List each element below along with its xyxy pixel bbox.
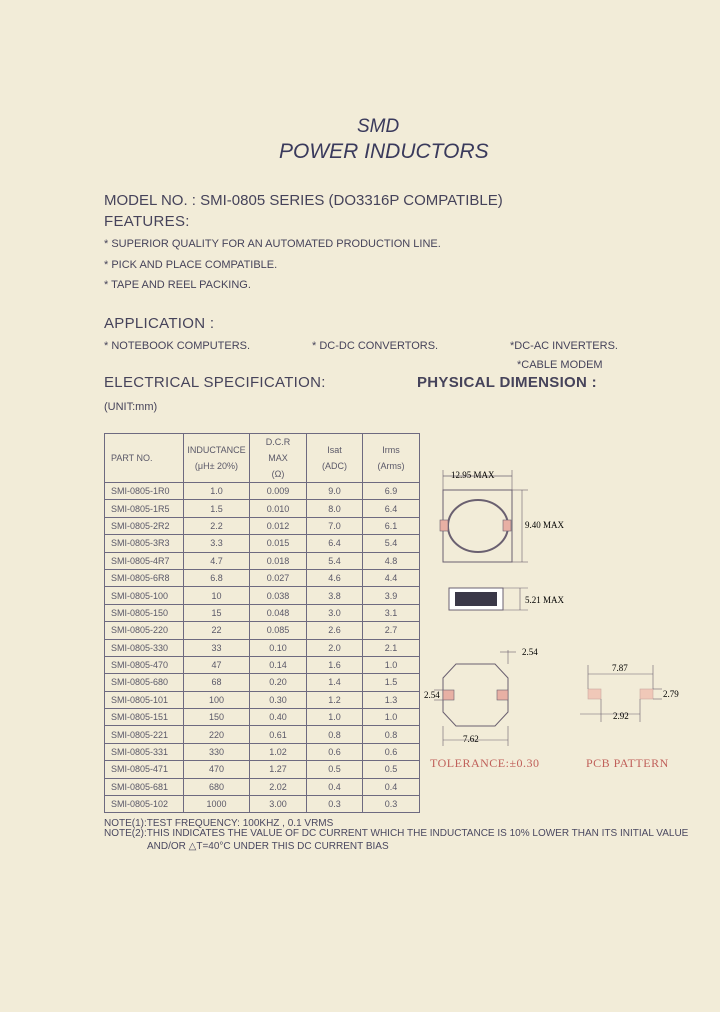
- cell-inductance: 33: [184, 639, 250, 656]
- cell-dcr: 0.012: [250, 517, 307, 534]
- cell-inductance: 10: [184, 587, 250, 604]
- cell-isat: 1.2: [307, 691, 363, 708]
- cell-irms: 1.0: [363, 709, 420, 726]
- application-item: *DC-AC INVERTERS.: [510, 340, 618, 352]
- cell-isat: 3.0: [307, 604, 363, 621]
- cell-dcr: 2.02: [250, 778, 307, 795]
- cell-dcr: 0.40: [250, 709, 307, 726]
- cell-isat: 8.0: [307, 500, 363, 517]
- cell-irms: 0.5: [363, 761, 420, 778]
- header-isat: Isat (ADC): [307, 434, 363, 483]
- terminal-pad: [440, 520, 448, 531]
- cell-part-no: SMI-0805-330: [105, 639, 184, 656]
- cell-isat: 5.4: [307, 552, 363, 569]
- dim-thickness-label: 5.21 MAX: [525, 595, 565, 605]
- cell-dcr: 0.085: [250, 622, 307, 639]
- cell-irms: 0.8: [363, 726, 420, 743]
- terminal-pad: [503, 520, 511, 531]
- pcb-pattern-label: PCB PATTERN: [586, 756, 669, 770]
- cell-dcr: 0.20: [250, 674, 307, 691]
- cell-part-no: SMI-0805-102: [105, 796, 184, 813]
- dim-pcb-pad-h-label: 2.79: [663, 689, 679, 699]
- cell-part-no: SMI-0805-151: [105, 709, 184, 726]
- dim-height-label: 9.40 MAX: [525, 520, 565, 530]
- cell-dcr: 1.02: [250, 743, 307, 760]
- feature-item: * TAPE AND REEL PACKING.: [104, 279, 251, 291]
- cell-part-no: SMI-0805-331: [105, 743, 184, 760]
- tolerance-label: TOLERANCE:±0.30: [430, 756, 540, 770]
- cell-inductance: 100: [184, 691, 250, 708]
- application-item: * DC-DC CONVERTORS.: [312, 340, 439, 352]
- cell-dcr: 0.018: [250, 552, 307, 569]
- cell-irms: 3.1: [363, 604, 420, 621]
- cell-inductance: 680: [184, 778, 250, 795]
- cell-irms: 6.1: [363, 517, 420, 534]
- cell-isat: 3.8: [307, 587, 363, 604]
- pcb-pad: [640, 689, 653, 699]
- cell-dcr: 0.10: [250, 639, 307, 656]
- cell-part-no: SMI-0805-101: [105, 691, 184, 708]
- cell-inductance: 4.7: [184, 552, 250, 569]
- cell-dcr: 0.30: [250, 691, 307, 708]
- cell-isat: 9.0: [307, 483, 363, 500]
- cell-isat: 1.4: [307, 674, 363, 691]
- cell-dcr: 0.14: [250, 656, 307, 673]
- cell-irms: 0.4: [363, 778, 420, 795]
- cell-dcr: 0.009: [250, 483, 307, 500]
- cell-dcr: 3.00: [250, 796, 307, 813]
- cell-irms: 0.6: [363, 743, 420, 760]
- cell-part-no: SMI-0805-220: [105, 622, 184, 639]
- cell-inductance: 470: [184, 761, 250, 778]
- cell-part-no: SMI-0805-1R0: [105, 483, 184, 500]
- cell-isat: 0.5: [307, 761, 363, 778]
- pcb-pad: [588, 689, 601, 699]
- cell-dcr: 0.027: [250, 569, 307, 586]
- dim-pad-span-label: 7.62: [463, 734, 479, 744]
- cell-irms: 2.7: [363, 622, 420, 639]
- header-part-no: PART NO.: [105, 434, 184, 483]
- bottom-terminal: [443, 690, 454, 700]
- cell-isat: 0.6: [307, 743, 363, 760]
- cell-inductance: 22: [184, 622, 250, 639]
- cell-part-no: SMI-0805-1R5: [105, 500, 184, 517]
- cell-part-no: SMI-0805-471: [105, 761, 184, 778]
- cell-inductance: 2.2: [184, 517, 250, 534]
- physical-heading: PHYSICAL DIMENSION :: [417, 374, 597, 391]
- cell-dcr: 0.048: [250, 604, 307, 621]
- dim-pad-side-label: 2.54: [424, 690, 440, 700]
- cell-inductance: 68: [184, 674, 250, 691]
- feature-item: * PICK AND PLACE COMPATIBLE.: [104, 259, 278, 271]
- note-2-continued: AND/OR △T=40°C UNDER THIS DC CURRENT BIAS: [147, 841, 389, 852]
- bottom-terminal: [497, 690, 508, 700]
- cell-dcr: 0.038: [250, 587, 307, 604]
- cell-isat: 1.0: [307, 709, 363, 726]
- cell-isat: 6.4: [307, 535, 363, 552]
- cell-irms: 6.9: [363, 483, 420, 500]
- cell-isat: 7.0: [307, 517, 363, 534]
- header-irms: Irms (Arms): [363, 434, 420, 483]
- cell-inductance: 150: [184, 709, 250, 726]
- cell-irms: 4.4: [363, 569, 420, 586]
- cell-irms: 4.8: [363, 552, 420, 569]
- model-number: MODEL NO. : SMI-0805 SERIES (DO3316P COMPATIBLE): [104, 192, 503, 209]
- header-dcr: D.C.R MAX (Ω): [250, 434, 307, 483]
- cell-isat: 0.4: [307, 778, 363, 795]
- cell-part-no: SMI-0805-100: [105, 587, 184, 604]
- dim-pad-gap-label: 2.54: [522, 647, 538, 657]
- dim-pcb-span-label: 7.87: [612, 663, 628, 673]
- cell-isat: 2.0: [307, 639, 363, 656]
- cell-irms: 1.3: [363, 691, 420, 708]
- cell-inductance: 6.8: [184, 569, 250, 586]
- cell-isat: 1.6: [307, 656, 363, 673]
- cell-part-no: SMI-0805-4R7: [105, 552, 184, 569]
- cell-irms: 1.0: [363, 656, 420, 673]
- cell-isat: 0.3: [307, 796, 363, 813]
- cell-irms: 5.4: [363, 535, 420, 552]
- cell-dcr: 1.27: [250, 761, 307, 778]
- inductor-core: [448, 500, 508, 552]
- cell-irms: 0.3: [363, 796, 420, 813]
- dim-width-label: 12.95 MAX: [451, 470, 495, 480]
- cell-isat: 2.6: [307, 622, 363, 639]
- cell-isat: 0.8: [307, 726, 363, 743]
- cell-dcr: 0.010: [250, 500, 307, 517]
- cell-inductance: 330: [184, 743, 250, 760]
- cell-part-no: SMI-0805-221: [105, 726, 184, 743]
- cell-dcr: 0.61: [250, 726, 307, 743]
- cell-inductance: 3.3: [184, 535, 250, 552]
- header-inductance: INDUCTANCE (μH± 20%): [184, 434, 250, 483]
- cell-part-no: SMI-0805-470: [105, 656, 184, 673]
- cell-irms: 2.1: [363, 639, 420, 656]
- cell-part-no: SMI-0805-6R8: [105, 569, 184, 586]
- application-item: *CABLE MODEM: [517, 359, 603, 371]
- note-2: NOTE(2):THIS INDICATES THE VALUE OF DC CURRENT WHICH THE INDUCTANCE IS 10% LOWER THAN ITS INITIAL VALUE: [104, 828, 689, 839]
- title-power-inductors: POWER INDUCTORS: [279, 140, 489, 163]
- features-heading: FEATURES:: [104, 213, 190, 230]
- unit-label: (UNIT:mm): [104, 401, 158, 413]
- cell-inductance: 47: [184, 656, 250, 673]
- cell-irms: 6.4: [363, 500, 420, 517]
- cell-inductance: 220: [184, 726, 250, 743]
- cell-inductance: 15: [184, 604, 250, 621]
- cell-part-no: SMI-0805-150: [105, 604, 184, 621]
- cell-part-no: SMI-0805-680: [105, 674, 184, 691]
- cell-inductance: 1.0: [184, 483, 250, 500]
- dim-pcb-pad-w-label: 2.92: [613, 711, 629, 721]
- inductor-winding: [455, 592, 497, 606]
- cell-part-no: SMI-0805-2R2: [105, 517, 184, 534]
- cell-inductance: 1.5: [184, 500, 250, 517]
- feature-item: * SUPERIOR QUALITY FOR AN AUTOMATED PRODUCTION LINE.: [104, 238, 441, 250]
- application-item: * NOTEBOOK COMPUTERS.: [104, 340, 251, 352]
- electrical-heading: ELECTRICAL SPECIFICATION:: [104, 374, 326, 391]
- title-smd: SMD: [357, 116, 400, 137]
- application-heading: APPLICATION :: [104, 315, 215, 332]
- note-1: NOTE(1):TEST FREQUENCY: 100KHZ , 0.1 VRMS: [104, 818, 334, 829]
- cell-dcr: 0.015: [250, 535, 307, 552]
- cell-irms: 1.5: [363, 674, 420, 691]
- cell-irms: 3.9: [363, 587, 420, 604]
- cell-part-no: SMI-0805-3R3: [105, 535, 184, 552]
- cell-part-no: SMI-0805-681: [105, 778, 184, 795]
- cell-isat: 4.6: [307, 569, 363, 586]
- cell-inductance: 1000: [184, 796, 250, 813]
